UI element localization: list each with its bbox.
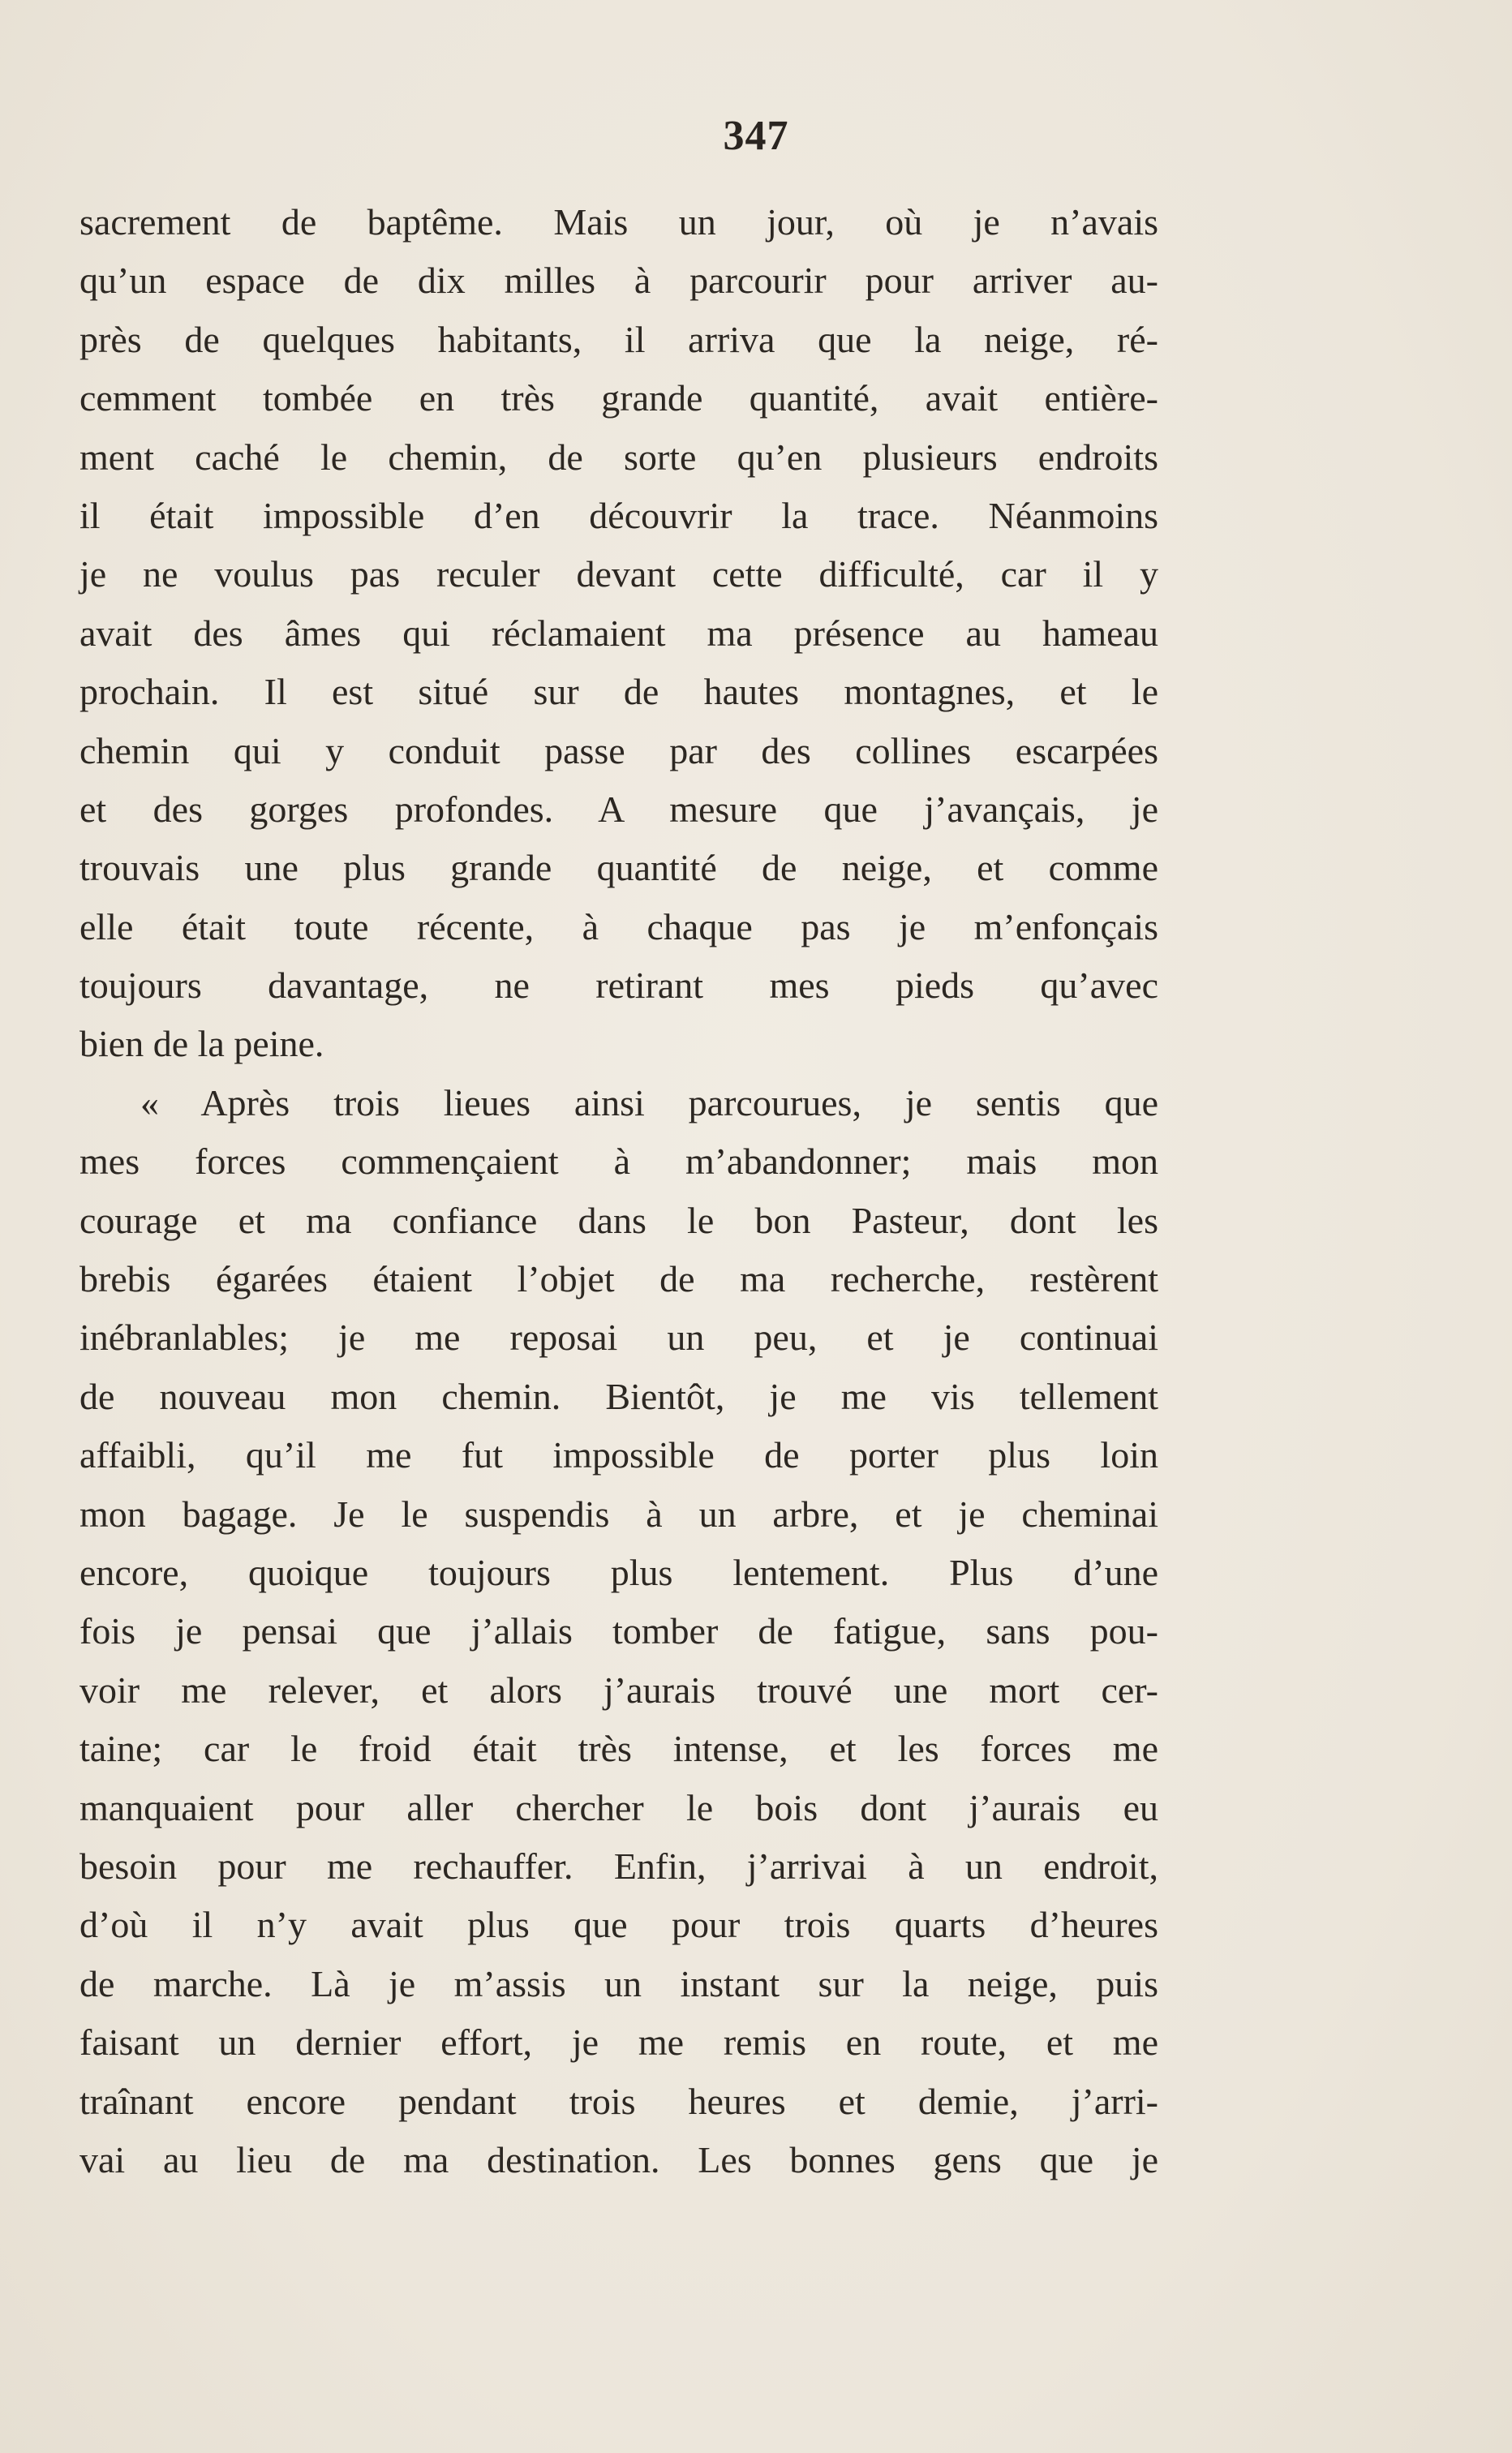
text-line: vai au lieu de ma destination. Les bonnes gens que je xyxy=(79,2138,1158,2180)
text-line: encore, quoique toujours plus lentement. Plus d’une xyxy=(79,1551,1158,1593)
text-line: voir me relever, et alors j’aurais trouvé une mort cer- xyxy=(79,1669,1158,1711)
text-line: elle était toute récente, à chaque pas je m’enfonçais xyxy=(79,905,1158,947)
text-line: près de quelques habitants, il arriva que la neige, ré- xyxy=(79,318,1158,360)
text-line-paragraph-start: « Après trois lieues ainsi parcourues, je sentis que xyxy=(140,1081,1158,1123)
text-line: ment caché le chemin, de sorte qu’en plusieurs endroits xyxy=(79,436,1158,478)
text-line: brebis égarées étaient l’objet de ma recherche, restèrent xyxy=(79,1258,1158,1300)
text-line: avait des âmes qui réclamaient ma présence au hameau xyxy=(79,612,1158,654)
body-text xyxy=(79,193,1158,2189)
text-line: affaibli, qu’il me fut impossible de porter plus loin xyxy=(79,1434,1158,1476)
text-line: chemin qui y conduit passe par des collines escarpées xyxy=(79,729,1158,771)
text-line: et des gorges profondes. A mesure que j’avançais, je xyxy=(79,788,1158,830)
text-line: taine; car le froid était très intense, et les forces me xyxy=(79,1728,1158,1770)
page-number: 347 xyxy=(723,113,789,159)
text-line: de nouveau mon chemin. Bientôt, je me vis tellement xyxy=(79,1375,1158,1417)
text-line: traînant encore pendant trois heures et demie, j’arri- xyxy=(79,2080,1158,2122)
text-line: qu’un espace de dix milles à parcourir pour arriver au- xyxy=(79,260,1158,302)
text-line: cemment tombée en très grande quantité, avait entière- xyxy=(79,377,1158,419)
text-line: d’où il n’y avait plus que pour trois quarts d’heures xyxy=(79,1904,1158,1946)
text-line: de marche. Là je m’assis un instant sur la neige, puis xyxy=(79,1962,1158,2004)
text-line: il était impossible d’en découvrir la trace. Néanmoins xyxy=(79,494,1158,536)
text-line: courage et ma confiance dans le bon Pasteur, dont les xyxy=(79,1199,1158,1241)
text-line: faisant un dernier effort, je me remis en route, et me xyxy=(79,2021,1158,2064)
text-line: toujours davantage, ne retirant mes pieds qu’avec xyxy=(79,964,1158,1007)
text-line: sacrement de baptême. Mais un jour, où je n’avais xyxy=(79,201,1158,243)
text-line: je ne voulus pas reculer devant cette difficulté, car il y xyxy=(79,553,1158,595)
text-line: mon bagage. Je le suspendis à un arbre, et je cheminai xyxy=(79,1493,1158,1535)
text-line: mes forces commençaient à m’abandonner; mais mon xyxy=(79,1141,1158,1183)
text-line: inébranlables; je me reposai un peu, et je continuai xyxy=(79,1317,1158,1359)
text-line: prochain. Il est situé sur de hautes montagnes, et le xyxy=(79,671,1158,713)
text-line: besoin pour me rechauffer. Enfin, j’arrivai à un endroit, xyxy=(79,1845,1158,1887)
text-line-paragraph-end: bien de la peine. xyxy=(79,1023,324,1065)
text-line: manquaient pour aller chercher le bois dont j’aurais eu xyxy=(79,1786,1158,1828)
text-line: trouvais une plus grande quantité de neige, et comme xyxy=(79,847,1158,889)
text-line: fois je pensai que j’allais tomber de fatigue, sans pou- xyxy=(79,1610,1158,1652)
